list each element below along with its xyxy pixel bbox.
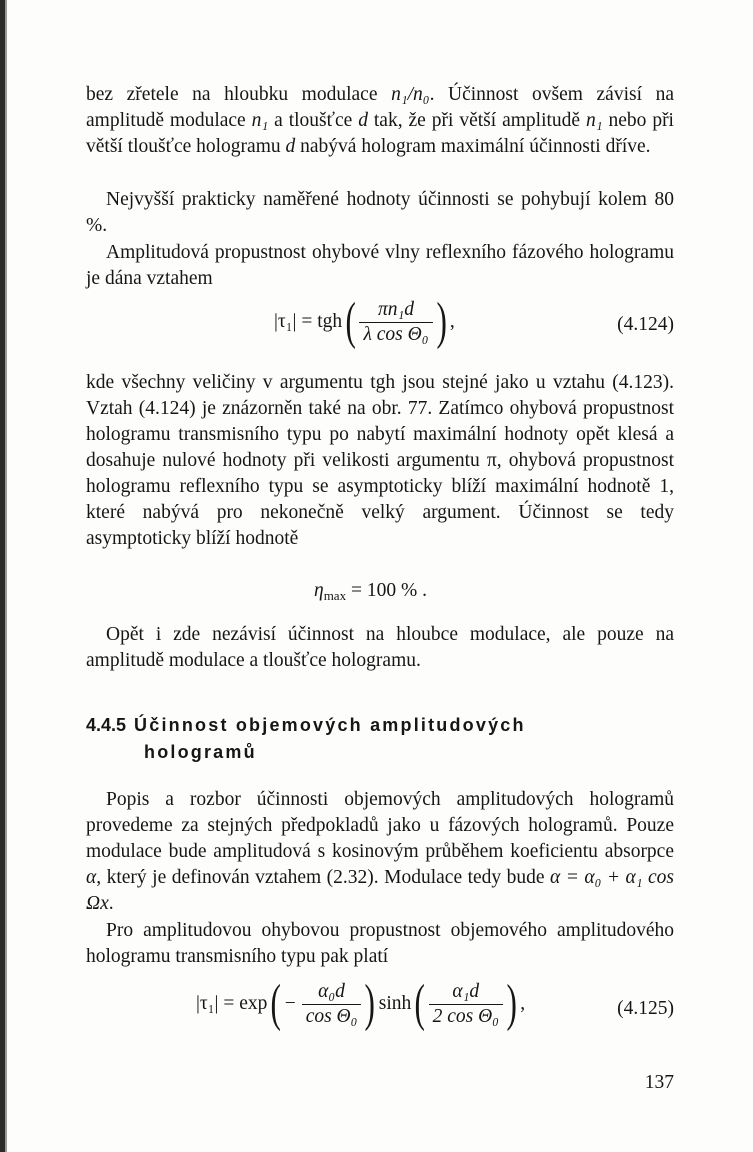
eta-subscript: max [323, 588, 347, 603]
eq125-numerator-1: α₀d [302, 981, 362, 1005]
eq125-denominator-1: cos Θ₀ [305, 1005, 358, 1027]
eq125-denominator-2: 2 cos Θ₀ [432, 1005, 499, 1027]
p1-text-g: nabývá hologram maximální účinnosti dříve. [295, 136, 651, 157]
p1-text-b: . Účinnost ovšem závisí na amplitudě modulace [86, 84, 674, 131]
paragraph-5: Opět i zde nezávisí účinnost na hloubce modulace, ale pouze na amplitudě modulace a tloušťce hologramu. [86, 624, 674, 671]
eq124-rparen: ) [435, 293, 447, 350]
eq125-rparen-1: ) [364, 975, 376, 1032]
p1-text-f: nebo při větší tloušťce hologramu [86, 110, 674, 157]
p6-formula: α = α₀ + α₁ cos Ωx [86, 867, 674, 914]
p6-text-a: Popis a rozbor účinnosti objemových amplitudových hologramů provedeme za stejných předpokladů jako u fázových hologramů. Pouze modulace bude amplitudová s kosinovým průběhem koeficientu absorpce [86, 789, 674, 862]
p1-d: d [358, 110, 368, 131]
equation-eta-max [86, 580, 674, 610]
p1-ratio: n₁/n₀ [391, 84, 430, 105]
p1-text-e: tak, že při větší amplitudě [367, 110, 587, 131]
eq125-fraction-1 [302, 981, 362, 1028]
eq124-numerator: πn₁d [359, 299, 432, 323]
eq125-numerator-2: α₁d [429, 981, 503, 1005]
section-title-line1: Účinnost objemových amplitudových [134, 715, 526, 735]
p6-text-b: , který je definován vztahem (2.32). Modulace tedy bude [96, 867, 551, 888]
page-binding-shadow [5, 0, 7, 1152]
p6-alpha: α [86, 867, 97, 888]
equation-4-124 [86, 293, 674, 376]
eta-value: = 100 % . [346, 580, 427, 601]
eq125-rparen-2: ) [506, 975, 517, 1032]
equation-4-125 [86, 975, 674, 1058]
section-heading [86, 712, 674, 766]
eq124-lparen: ( [345, 293, 356, 350]
paragraph-7: Pro amplitudovou ohybovou propustnost objemového amplitudového hologramu transmisního typu pak platí [86, 920, 674, 967]
p1-n1b: n₁ [586, 110, 603, 131]
p1-text-a: bez zřetele na hloubku modulace [86, 84, 392, 105]
paragraph-3: Amplitudová propustnost ohybové vlny reflexního fázového hologramu je dána vztahem [86, 242, 674, 289]
eq125-lparen-2: ( [414, 975, 426, 1032]
paragraph-6 [86, 787, 674, 917]
eq125-sinh: sinh [378, 993, 412, 1014]
eq124-label: (4.124) [617, 314, 674, 335]
p1-d2: d [285, 136, 296, 157]
paragraph-1 [86, 82, 674, 160]
paragraph-2: Nejvyšší prakticky naměřené hodnoty účinnosti se pohybují kolem 80 %. [86, 189, 674, 236]
eq125-comma: , [520, 993, 526, 1014]
p1-text-c: a tloušťce [268, 110, 359, 131]
p1-n1: n₁ [251, 110, 269, 131]
eq125-label: (4.125) [617, 998, 674, 1019]
section-number: 4.4.5 [86, 715, 127, 735]
eq124-comma: , [449, 311, 455, 332]
eq124-denominator: λ cos Θ₀ [363, 323, 429, 345]
page-number: 137 [644, 1072, 674, 1093]
eq124-lhs: |τ₁| = tgh [274, 311, 343, 332]
eta-symbol: η [314, 580, 324, 601]
eq124-fraction [359, 299, 432, 346]
paragraph-4: kde všechny veličiny v argumentu tgh jsou stejné jako u vztahu (4.123). Vztah (4.124) je znázorněn také na obr. 77. Zatímco ohybová propustnost hologramu transmisního typu po nabytí maximální hodnoty opět klesá a dosahuje nulové hodnoty při velikosti argumentu π, ohybová propustnost hologramu reflexního typu se asymptoticky blíží maximální hodnotě 1, které nabývá pro nekonečně velký argument. Účinnost se tedy asymptoticky blíží hodnotě [86, 372, 674, 549]
eq125-lparen-1: ( [270, 975, 282, 1032]
section-title-line2: hologramů [144, 742, 257, 762]
p6-text-c: . [108, 893, 114, 914]
eq125-fraction-2 [429, 981, 503, 1028]
eq125-lhs: |τ₁| = exp [196, 993, 268, 1014]
eq125-minus: − [284, 993, 296, 1014]
